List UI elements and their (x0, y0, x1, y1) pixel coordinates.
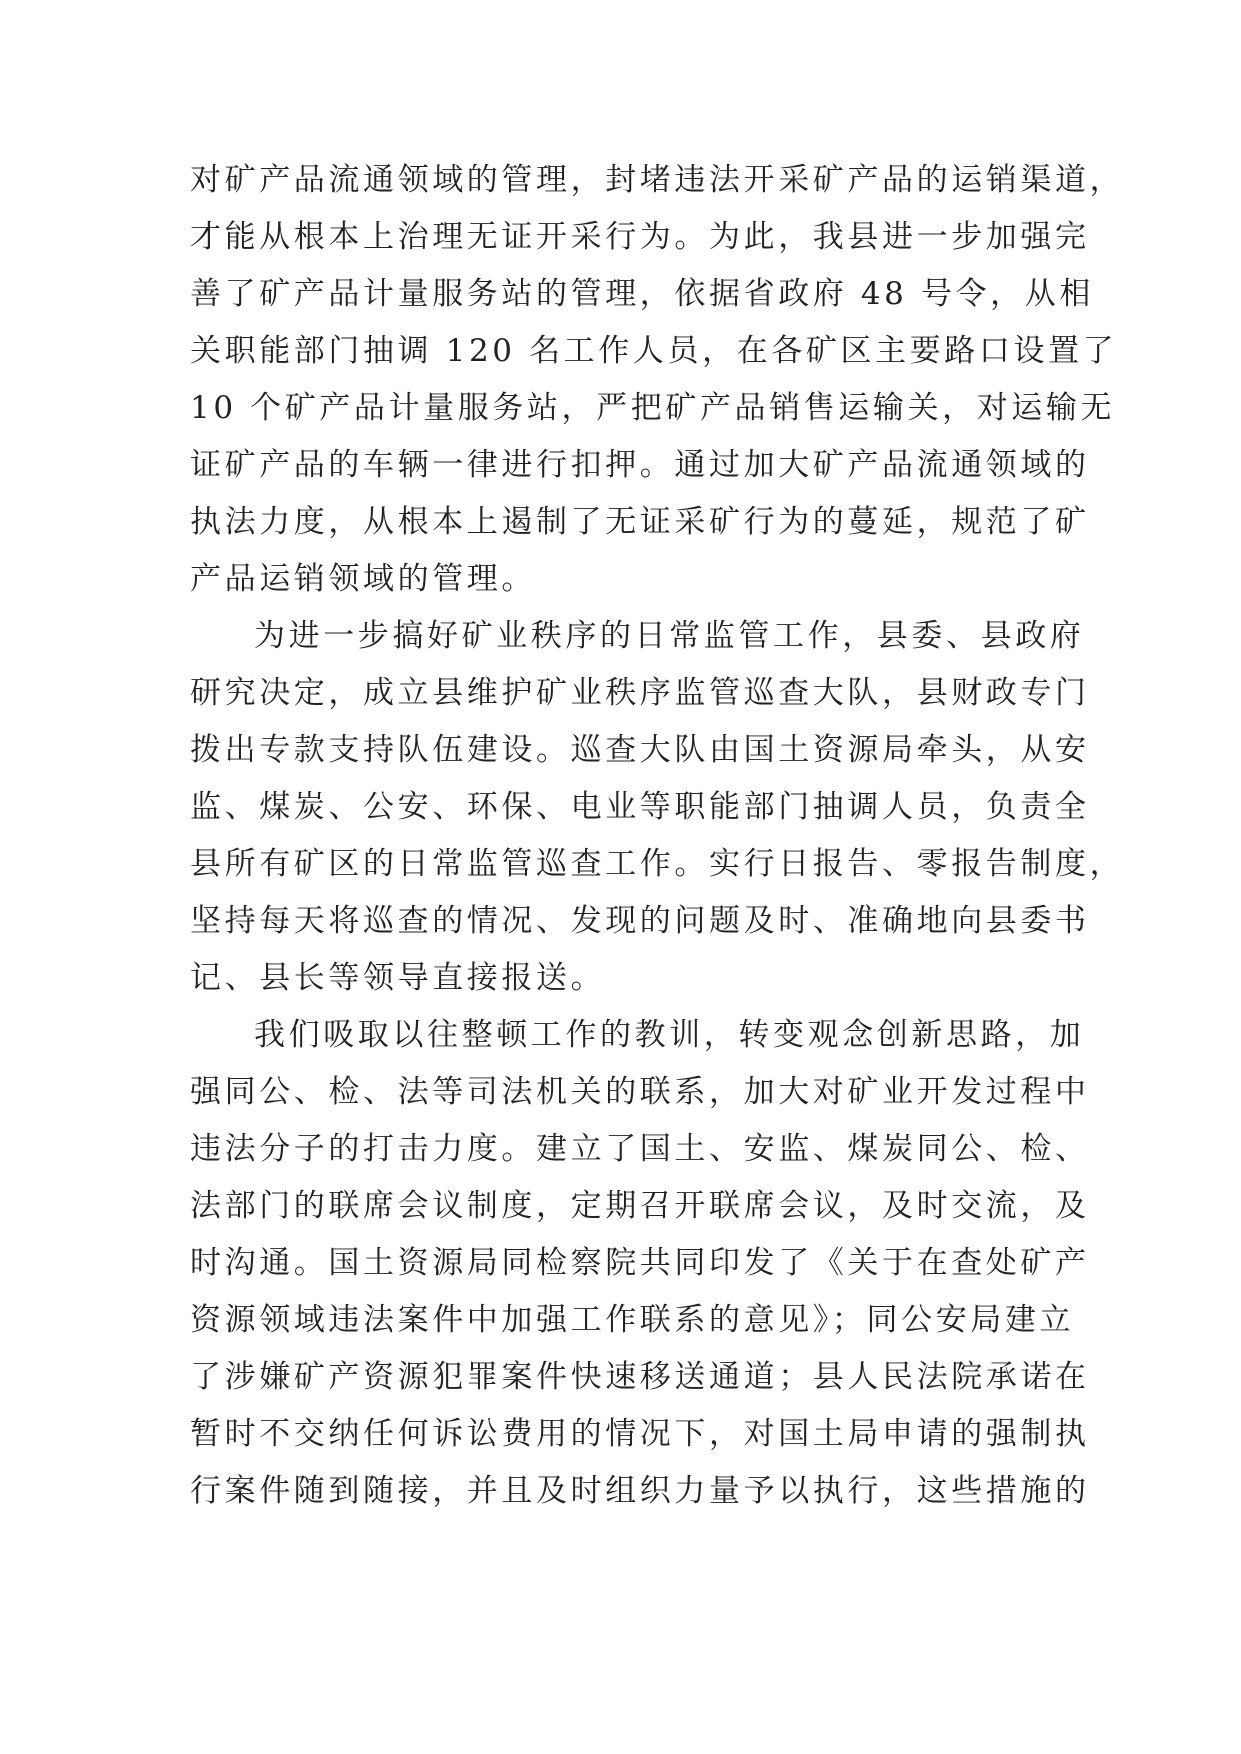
text-line: 监、煤炭、公安、环保、电业等职能部门抽调人员，负责全 (190, 789, 1090, 825)
text-line: 善了矿产品计量服务站的管理，依据省政府 48 号令，从相 (190, 276, 1094, 312)
text-line: 关职能部门抽调 120 名工作人员，在各矿区主要路口设置了 (190, 333, 1118, 369)
paragraph-first-line: 为进一步搞好矿业秩序的日常监管工作，县委、县政府 (254, 618, 1085, 654)
text-line: 行案件随到随接，并且及时组织力量予以执行，这些措施的 (190, 1473, 1090, 1509)
text-line: 强同公、检、法等司法机关的联系，加大对矿业开发过程中 (190, 1074, 1090, 1110)
text-line: 研究决定，成立县维护矿业秩序监管巡查大队，县财政专门 (190, 675, 1090, 711)
text-line: 10 个矿产品计量服务站，严把矿产品销售运输关，对运输无 (190, 390, 1116, 426)
text-line: 时沟通。国土资源局同检察院共同印发了《关于在查处矿产 (190, 1245, 1090, 1281)
text-line: 资源领域违法案件中加强工作联系的意见》；同公安局建立 (190, 1302, 1075, 1338)
text-line: 证矿产品的车辆一律进行扣押。通过加大矿产品流通领域的 (190, 447, 1090, 483)
text-line: 执法力度，从根本上遏制了无证采矿行为的蔓延，规范了矿 (190, 504, 1090, 540)
text-line: 法部门的联席会议制度，定期召开联席会议，及时交流，及 (190, 1188, 1090, 1224)
text-line: 对矿产品流通领域的管理，封堵违法开采矿产品的运销渠道， (190, 162, 1125, 198)
text-line: 拨出专款支持队伍建设。巡查大队由国土资源局牵头，从安 (190, 732, 1090, 768)
text-line: 暂时不交纳任何诉讼费用的情况下，对国土局申请的强制执 (190, 1416, 1090, 1452)
text-line: 产品运销领域的管理。 (190, 561, 536, 597)
text-line: 县所有矿区的日常监管巡查工作。实行日报告、零报告制度， (190, 846, 1125, 882)
paragraph-first-line: 我们吸取以往整顿工作的教训，转变观念创新思路，加 (254, 1017, 1085, 1053)
text-line: 坚持每天将巡查的情况、发现的问题及时、准确地向县委书 (190, 903, 1090, 939)
text-line: 了涉嫌矿产资源犯罪案件快速移送通道；县人民法院承诺在 (190, 1359, 1090, 1395)
text-line: 违法分子的打击力度。建立了国土、安监、煤炭同公、检、 (190, 1131, 1090, 1167)
text-line: 记、县长等领导直接报送。 (190, 960, 606, 996)
text-line: 才能从根本上治理无证开采行为。为此，我县进一步加强完 (190, 219, 1090, 255)
